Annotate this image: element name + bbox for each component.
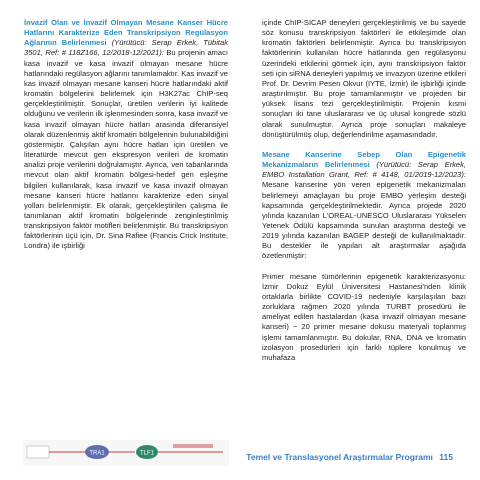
section-2-title: Mesane Kanserine Sebep Olan Epigenetik Mekanizmaların Belirlenmesi (262, 149, 466, 170)
section-body: Bu projenin amacı kasa invazif ve kasa invazif olmayan mesane hücre hatlarındaki regülasyon ağlarını tanımlamaktır. Kas invazif ve kas invazif olmayan mesane kanseri hücre hatlarındaki aktif kromatin bölgelerini belirlemek için H3K27ac ChIP-seq gerçekleştirilmiştir. Sonuçlar, üretilen verilerin iyi kalitede olduğunu ve verilerin ilk işlenmesinden sonra, kasa invazif ve kasa invazif olmayan hücre hatları arasında diferansiyel olarak düzenlenmiş aktif kromatin bölgelerinin bulunabildiğini göstermiştir. Çalışılan aynı hücre hatları için üretilen ve literatürde mevcut gen ekspresyon verileri de kromatin analizi proje verilerini doğrulamıştır. Ayrıca, veri tabanlarında mevcut olan aktif kromatin bölgesi-hedef gen eşleşme bilgileri kullanılarak, kasa invazif ve kasa invazif olmayan mesane kanseri hücre hatlarını karakterize eden sinyal yolları belirlenmiştir. Ek olarak, gerçekleştirilen çalışma ile tanımlanan aktif kromatin bölgelerinde zenginleştirilmiş transkripsiyon faktör motifleri belirlenmiştir. Bu transkripsiyon faktörlerinin üçü için, Dr. Sina Rafiee (Francis Crick Institute, Londra) ile işbirliği (24, 48, 228, 251)
section-2-body: Mesane kanserine yön veren epigenetik mekanizmaları belirlemeyi amaçlayan bu proje EMBO yerleşim desteği kapsamında gerçekleştirilmektedir. Ayrıca projede 2020 yılında kazanılan L'OREAL-UNESCO Uluslararası Yükselen Yetenek Ödülü kapsamında sunulan araştırma desteği ve 2019 yılında kazanılan BAGEP desteği de kullanılmaktadır. Bu destekler ile yapılan alt araştırmalar aşağıda özetlenmiştir: (262, 180, 466, 261)
page-footer (246, 452, 453, 462)
left-paragraph (24, 18, 228, 252)
tra1-label: TRA1 (89, 450, 105, 457)
paragraph-spacer (262, 262, 466, 272)
left-column (24, 18, 228, 252)
right-paragraph-2 (262, 150, 466, 262)
figure-background (23, 440, 229, 466)
page-number: 115 (439, 452, 453, 462)
figure-diagram (23, 440, 229, 466)
figure-signal-track (173, 444, 213, 448)
right-paragraph-1: içinde ChIP-SICAP deneyleri gerçekleştirilmiş ve bu sayede söz konusu transkripsiyon faktörleri ile etkileşimde olan kromatin faktörleri belirlenmiştir. Ayrıca bu transkripsiyon faktörlerinin kullanılan hücre hatlarında gen regülasyonu üzerindeki etkilerini görmek için, aynı transkripsiyon faktör seti için siRNA deneyleri yapılmış ve invazyon üzerine etkileri Prof. Dr. Devrim Pesen Okvur (IYTE, İzmir) ile işbirliği içinde araştırılmıştır. Bu proje tamamlanmıştır ve projeden bir yüksek lisans tezi gerçekleştirilmiştir. Projenin kısmi sonuçları iki tane uluslararası ve üç ulusal kongrede sözlü olarak sunulmuştur. Ayrıca proje sonuçları makaleye dönüştürülmüş olup, değerlendirilme aşamasındadır. (262, 18, 466, 139)
section-2-meta: (Yürütücü: Serap Erkek, EMBO Installation Grant, Ref: # 4148, 01/2019-12/2023): (262, 160, 466, 180)
running-title: Temel ve Translasyonel Araştırmalar Programı (246, 452, 433, 462)
tlf1-label: TLF1 (139, 450, 155, 457)
section-meta: (Yürütücü: Serap Erkek, Tübitak 3501, Ref: # 118Z166, 12/2018-12/2021): (24, 38, 228, 58)
figure-label-box (27, 446, 49, 458)
section-title: İnvazif Olan ve İnvazif Olmayan Mesane Kanser Hücre Hatlarını Karakterize Eden Transkripsiyon Regülasyon Ağlarının Belirlenmesi (24, 18, 228, 48)
right-column (262, 18, 466, 363)
paragraph-spacer (262, 140, 466, 150)
right-paragraph-3: Primer mesane tümörlerinin epigenetik karakterizasyonu: İzmir Dokuz Eylül Üniversitesi Hastanesi'nden klinik ortaklarla birlikte COVID-19 nedeniyle karşılaşılan bazı zorluklara rağmen 2020 yılında TURBT prosedürü ile ameliyat edilen hastalardan (kasa invazif olmayan mesane kanseri) ~ 20 primer mesane dokusu materyali toplanmış işlemi tamamlanmıştır. Bu dokular, RNA, DNA ve kromatin izolasyon prosedürleri için farklı tüplere konulmuş ve muhafaza (262, 271, 466, 362)
